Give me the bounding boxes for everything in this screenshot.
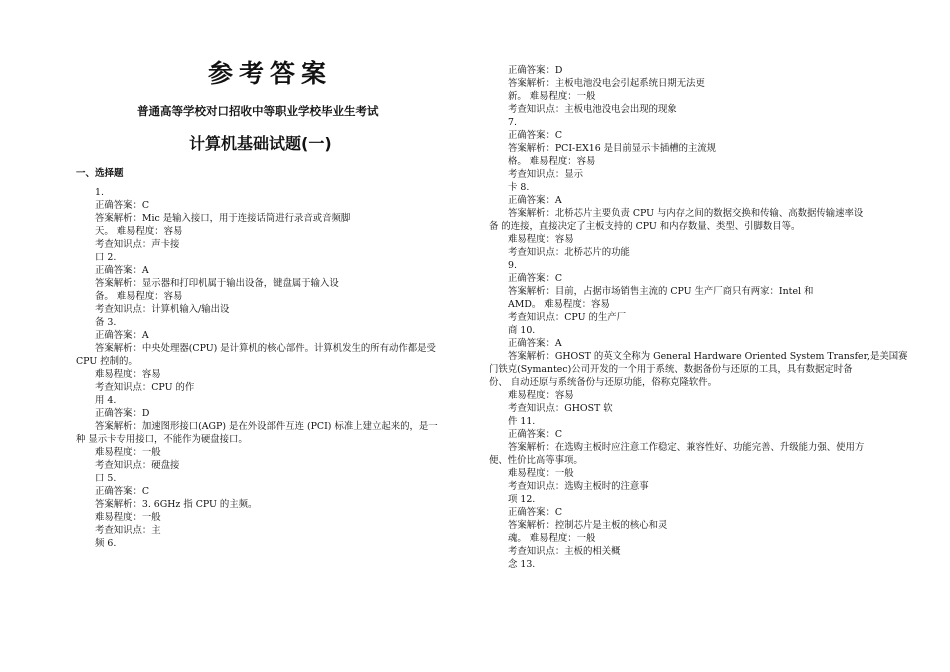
answer-line: 答案解析：中央处理器(CPU) 是计算机的核心部件。计算机发生的所有动作都是受 [95, 343, 436, 354]
answer-line: 种 显示卡专用接口，不能作为硬盘接口。 [76, 434, 248, 445]
answer-line: 答案解析：在选购主板时应注意工作稳定、兼容性好、功能完善、升级能力强、使用方 [508, 442, 865, 453]
answer-line: 考查知识点：选购主板时的注意事 [508, 481, 649, 492]
exam-subtitle: 普通高等学校对口招收中等职业学校毕业生考试 [137, 104, 379, 118]
answer-line: 魂。 难易程度：一般 [508, 533, 596, 544]
answer-line: 正确答案：D [508, 65, 563, 76]
answer-line: AMD。 难易程度：容易 [508, 299, 610, 310]
right-column [489, 64, 908, 571]
answer-line: 备 的连接，直接决定了主板支持的 CPU 和内存数量、类型、引脚数目等。 [489, 221, 801, 232]
answer-line: 答案解析：PCI-EX16 是目前显示卡插槽的主流规 [508, 143, 717, 154]
answer-line: 念 13. [508, 559, 536, 570]
answer-line: 正确答案：A [508, 195, 562, 206]
answer-line: 答案解析：加速图形接口(AGP) 是在外设部件互连 (PCI) 标准上建立起来的，是一 [95, 421, 438, 432]
answer-line: 门铁克(Symantec)公司开发的一个用于系统、数据备份与还原的工具，具有数据定时备 [489, 364, 853, 375]
left-column [76, 186, 466, 550]
answer-line: 考查知识点：计算机输入/输出设 [95, 304, 230, 315]
answer-line: 口 2. [95, 252, 117, 263]
answer-line: 便、性价比高等事项。 [489, 455, 583, 466]
answer-line: 答案解析：主板电池没电会引起系统日期无法更 [508, 78, 705, 89]
answer-line: CPU 控制的。 [76, 356, 138, 367]
answer-line: 正确答案：C [508, 429, 563, 440]
answer-line: 难易程度：容易 [95, 369, 161, 380]
answer-line: 答案解析：Mic 是输入接口，用于连接话筒进行录音或音频脚 [95, 213, 351, 224]
answer-line: 正确答案：A [95, 330, 149, 341]
section-heading: 一、选择题 [76, 168, 124, 179]
answer-line: 天。 难易程度：容易 [95, 226, 183, 237]
answer-line: 考查知识点：主板的相关概 [508, 546, 621, 557]
answer-line: 9. [508, 260, 517, 271]
answer-line: 正确答案：C [95, 486, 150, 497]
answer-line: 答案解析：控制芯片是主板的核心和灵 [508, 520, 668, 531]
answer-line: 口 5. [95, 473, 117, 484]
answer-line: 考查知识点：主板电池没电会出现的现象 [508, 104, 677, 115]
answer-line: 难易程度：一般 [95, 447, 161, 458]
answer-line: 卡 8. [508, 182, 530, 193]
answer-line: 7. [508, 117, 517, 128]
answer-line: 正确答案：C [508, 507, 563, 518]
answer-line: 答案解析：GHOST 的英文全称为 General Hardware Oriented System Transfer,是美国赛 [508, 351, 908, 362]
answer-line: 1. [95, 187, 104, 198]
main-title: 参考答案 [208, 59, 333, 88]
answer-line: 份、 自动还原与系统备份与还原功能，俗称克隆软件。 [489, 377, 717, 388]
answer-line: 考查知识点：声卡接 [95, 239, 180, 250]
answer-line: 正确答案：A [95, 265, 149, 276]
answer-line: 难易程度：一般 [95, 512, 161, 523]
answer-line: 件 11. [508, 416, 536, 427]
answer-line: 难易程度：容易 [508, 234, 574, 245]
answer-line: 正确答案：C [95, 200, 150, 211]
answer-line: 考查知识点：CPU 的作 [95, 382, 195, 393]
answer-line: 考查知识点：显示 [508, 169, 584, 180]
answer-line: 正确答案：C [508, 130, 563, 141]
answer-line: 商 10. [508, 325, 536, 336]
answer-line: 考查知识点：硬盘接 [95, 460, 180, 471]
answer-line: 用 4. [95, 395, 117, 406]
answer-line: 格。 难易程度：容易 [508, 156, 596, 167]
answer-line: 答案解析：目前，占据市场销售主流的 CPU 生产厂商只有两家：Intel 和 [508, 286, 814, 297]
answer-line: 考查知识点：CPU 的生产厂 [508, 312, 626, 323]
answer-line: 考查知识点：主 [95, 525, 161, 536]
answer-line: 正确答案：C [508, 273, 563, 284]
answer-line: 新。 难易程度：一般 [508, 91, 596, 102]
answer-line: 考查知识点：北桥芯片的功能 [508, 247, 630, 258]
answer-line: 备。 难易程度：容易 [95, 291, 183, 302]
answer-line: 答案解析：显示器和打印机属于输出设备，键盘属于输入设 [95, 278, 339, 289]
exam-title: 计算机基础试题(一) [189, 134, 332, 153]
answer-line: 备 3. [95, 317, 117, 328]
answer-line: 难易程度：一般 [508, 468, 574, 479]
answer-line: 频 6. [95, 538, 117, 549]
answer-line: 答案解析：3. 6GHz 指 CPU 的主频。 [95, 499, 258, 510]
answer-line: 正确答案：A [508, 338, 562, 349]
answer-line: 项 12. [508, 494, 536, 505]
answer-line: 难易程度：容易 [508, 390, 574, 401]
answer-line: 正确答案：D [95, 408, 150, 419]
answer-line: 考查知识点：GHOST 软 [508, 403, 613, 414]
answer-line: 答案解析：北桥芯片主要负责 CPU 与内存之间的数据交换和传输、高数据传输速率设 [508, 208, 864, 219]
